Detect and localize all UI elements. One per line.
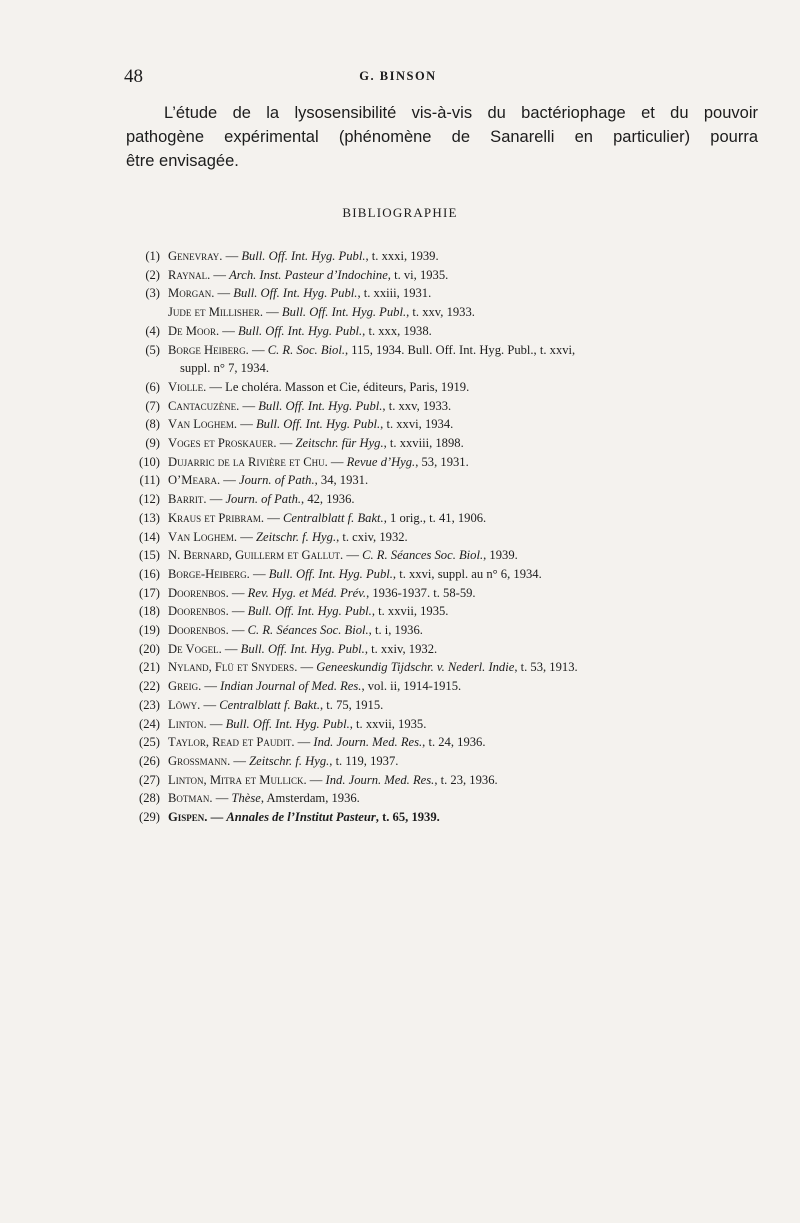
entry-details: , t. xxvii, 1935. — [349, 716, 427, 731]
entry-journal: Zeitschr. f. Hyg. — [255, 529, 337, 544]
entry-author: Löwy. — [168, 697, 201, 712]
entry-number: (16) — [139, 566, 160, 581]
intro-line: être envisagée. — [126, 152, 239, 170]
intro-paragraph — [126, 101, 758, 173]
entry-journal: Rev. Hyg. et Méd. Prév. — [247, 585, 367, 600]
entry-author: Cantacuzène. — [168, 398, 240, 413]
bibliography-entry — [130, 565, 770, 584]
bibliography-entry — [130, 509, 770, 528]
entry-author: Van Loghem. — [168, 529, 238, 544]
intro-line: L’étude de la lysosensibilité vis-à-vis du bactériophage et du pouvoir — [164, 104, 758, 122]
entry-body: Borge-Heiberg. — Bull. Off. Int. Hyg. Publ., t. xxvi, suppl. au n° 6, 1934. — [168, 566, 542, 581]
entry-author: Van Loghem. — [168, 417, 238, 432]
entry-number: (20) — [139, 641, 160, 656]
entry-number: (8) — [145, 417, 160, 432]
entry-author: De Moor. — [168, 323, 220, 338]
entry-journal: Zeitschr. f. Hyg. — [249, 753, 330, 768]
bibliography-entry — [130, 397, 770, 416]
entry-author: Genevray. — [168, 249, 223, 263]
bibliography-entry — [130, 715, 770, 734]
bibliography-entry — [130, 658, 770, 677]
entry-details: , 34, 1931. — [314, 473, 369, 488]
entry-number: (14) — [139, 529, 160, 544]
entry-author: Violle. — [168, 379, 207, 394]
entry-body: De Vogel. — Bull. Off. Int. Hyg. Publ., t. xxiv, 1932. — [168, 641, 438, 656]
entry-body: Genevray. — Bull. Off. Int. Hyg. Publ., t. xxxi, 1939. — [168, 249, 439, 263]
entry-journal: Journ. of Path. — [225, 492, 302, 507]
entry-journal: Bull. Off. Int. Hyg. Publ. — [247, 604, 372, 619]
entry-details: , t. xxiii, 1931. — [357, 286, 432, 301]
entry-body: Grossmann. — Zeitschr. f. Hyg., t. 119, 1937. — [168, 753, 399, 768]
entry-body: Botman. — Thèse, Amsterdam, 1936. — [168, 791, 360, 806]
entry-body: Violle. — Le choléra. Masson et Cie, éditeurs, Paris, 1919. — [168, 379, 470, 394]
bibliography-entry — [130, 378, 770, 397]
bibliography-entry — [130, 303, 770, 322]
entry-body: Gispen. — Annales de l’Institut Pasteur, t. 65, 1939. — [168, 810, 440, 825]
entry-number: (26) — [139, 753, 160, 768]
entry-details: , 53, 1931. — [415, 454, 469, 469]
entry-journal: C. R. Soc. Biol. — [267, 342, 345, 357]
entry-number: (5) — [145, 342, 160, 357]
entry-details: , 1 orig., t. 41, 1906. — [383, 510, 487, 525]
entry-journal: Arch. Inst. Pasteur d’Indochine — [229, 267, 388, 282]
entry-journal: Ind. Journ. Med. Res. — [325, 772, 435, 787]
entry-author: Jude et Millisher. — [168, 305, 264, 320]
entry-details: , t. xxiv, 1932. — [364, 641, 438, 656]
entry-body: Dujarric de la Rivière et Chu. — Revue d’Hyg., 53, 1931. — [168, 454, 469, 469]
entry-body: Doorenbos. — Rev. Hyg. et Méd. Prév., 1936-1937. t. 58-59. — [168, 585, 476, 600]
entry-number: (17) — [139, 585, 160, 600]
bibliography-entry — [130, 453, 770, 472]
entry-author: Barrit. — [168, 492, 207, 507]
entry-body: Doorenbos. — C. R. Séances Soc. Biol., t. i, 1936. — [168, 623, 423, 638]
entry-details: , t. 53, 1913. — [514, 660, 578, 675]
entry-author: Linton, Mitra et Mullick. — [168, 772, 307, 787]
bibliography-entry — [130, 322, 770, 341]
entry-body: Linton. — Bull. Off. Int. Hyg. Publ., t. xxvii, 1935. — [168, 716, 427, 731]
entry-details: , t. xxviii, 1898. — [383, 436, 464, 451]
entry-details: , vol. ii, 1914-1915. — [361, 679, 462, 694]
bibliography-entry — [130, 789, 770, 808]
entry-details: Le choléra. Masson et Cie, éditeurs, Paris, 1919. — [225, 379, 470, 394]
entry-journal: Ind. Journ. Med. Res. — [313, 735, 423, 750]
bibliography-heading: BIBLIOGRAPHIE — [342, 205, 458, 220]
entry-journal: Annales de l’Institut Pasteur — [226, 810, 376, 825]
bibliography-entry — [130, 602, 770, 621]
entry-body: De Moor. — Bull. Off. Int. Hyg. Publ., t. xxx, 1938. — [168, 323, 432, 338]
entry-journal: Geneeskundig Tijdschr. v. Nederl. Indie — [316, 660, 515, 675]
entry-journal: Revue d’Hyg. — [346, 454, 416, 469]
entry-body: Linton, Mitra et Mullick. — Ind. Journ. Med. Res., t. 23, 1936. — [168, 772, 498, 787]
intro-line: pathogène expérimental (phénomène de Sanarelli en particulier) pourra — [126, 128, 758, 146]
entry-number: (24) — [139, 716, 160, 731]
entry-number: (25) — [139, 735, 160, 750]
entry-author: Greig. — [168, 679, 202, 694]
entry-author: Raynal. — [168, 267, 211, 282]
entry-author: Borge Heiberg. — [168, 342, 249, 357]
entry-journal: Bull. Off. Int. Hyg. Publ. — [240, 641, 365, 656]
bibliography-list — [130, 247, 770, 827]
entry-journal: Bull. Off. Int. Hyg. Publ. — [268, 566, 393, 581]
entry-number: (3) — [145, 286, 160, 301]
entry-journal: Indian Journal of Med. Res. — [220, 679, 362, 694]
entry-body: Barrit. — Journ. of Path., 42, 1936. — [168, 492, 355, 507]
entry-body: Löwy. — Centralblatt f. Bakt., t. 75, 1915. — [168, 697, 384, 712]
entry-body: Borge Heiberg. — C. R. Soc. Biol., 115, 1934. Bull. Off. Int. Hyg. Publ., t. xxvi, suppl. n° 7, 1934. — [168, 341, 575, 378]
bibliography-entry — [130, 284, 770, 303]
entry-details: , t. 75, 1915. — [319, 697, 384, 712]
entry-details: , t. vi, 1935. — [387, 267, 449, 282]
entry-number: (13) — [139, 510, 160, 525]
entry-journal: Bull. Off. Int. Hyg. Publ. — [281, 305, 407, 320]
entry-journal: Centralblatt f. Bakt. — [282, 510, 384, 525]
entry-number: (21) — [139, 660, 160, 675]
entry-journal: Zeitschr. für Hyg. — [295, 436, 384, 451]
bibliography-entry — [130, 546, 770, 565]
entry-author: Gispen. — [168, 810, 208, 825]
running-head — [124, 66, 672, 88]
entry-author: Grossmann. — [168, 753, 231, 768]
bibliography-entry — [130, 771, 770, 790]
bibliography-entry — [130, 808, 770, 827]
entry-details: , t. xxv, 1933. — [406, 305, 475, 320]
entry-body: Kraus et Pribram. — Centralblatt f. Bakt., 1 orig., t. 41, 1906. — [168, 510, 487, 525]
bibliography-entry — [130, 733, 770, 752]
entry-details: , Amsterdam, 1936. — [260, 791, 360, 806]
entry-number: (10) — [139, 454, 160, 469]
entry-number: (4) — [145, 323, 160, 338]
bibliography-entry — [130, 471, 770, 490]
bibliography-entry — [130, 266, 770, 285]
entry-number: (9) — [145, 436, 160, 451]
entry-number: (22) — [139, 679, 160, 694]
entry-author: N. Bernard, Guillerm et Gallut. — [168, 548, 344, 563]
entry-number: (28) — [139, 791, 160, 806]
entry-body: Nyland, Flü et Snyders. — Geneeskundig Tijdschr. v. Nederl. Indie, t. 53, 1913. — [168, 660, 578, 675]
entry-details: , 1939. — [483, 548, 518, 563]
entry-journal: Bull. Off. Int. Hyg. Publ. — [233, 286, 358, 301]
entry-journal: C. R. Séances Soc. Biol. — [362, 548, 484, 563]
bibliography-entry — [130, 640, 770, 659]
entry-journal: Bull. Off. Int. Hyg. Publ. — [258, 398, 383, 413]
entry-author: Morgan. — [168, 286, 215, 301]
entry-details: , t. 65, 1939. — [375, 810, 440, 825]
entry-body: O’Meara. — Journ. of Path., 34, 1931. — [168, 473, 369, 488]
bibliography-entry — [130, 621, 770, 640]
bibliography-entry — [130, 490, 770, 509]
entry-body: Cantacuzène. — Bull. Off. Int. Hyg. Publ., t. xxv, 1933. — [168, 398, 452, 413]
bibliography-entry — [130, 677, 770, 696]
entry-details: , t. xxvi, suppl. au n° 6, 1934. — [392, 566, 542, 581]
page-number: 48 — [124, 66, 143, 87]
entry-details: , t. xxvi, 1934. — [380, 417, 454, 432]
entry-details: , 115, 1934. Bull. Off. Int. Hyg. Publ., t. xxvi, — [345, 342, 576, 357]
entry-body: Greig. — Indian Journal of Med. Res., vol. ii, 1914-1915. — [168, 679, 462, 694]
entry-journal: Bull. Off. Int. Hyg. Publ. — [255, 417, 381, 432]
entry-details: , t. cxiv, 1932. — [336, 529, 408, 544]
entry-body: Raynal. — Arch. Inst. Pasteur d’Indochine, t. vi, 1935. — [168, 267, 449, 282]
entry-number: (12) — [139, 492, 160, 507]
running-title: G. BINSON — [359, 69, 437, 83]
entry-author: Taylor, Read et Paudit. — [168, 735, 295, 750]
entry-body: N. Bernard, Guillerm et Gallut. — C. R. Séances Soc. Biol., 1939. — [168, 548, 518, 563]
entry-author: Borge-Heiberg. — [168, 566, 250, 581]
entry-journal: Bull. Off. Int. Hyg. Publ. — [225, 716, 350, 731]
entry-number: (15) — [139, 548, 160, 563]
entry-details: , t. i, 1936. — [368, 623, 423, 638]
bibliography-entry — [130, 434, 770, 453]
entry-body: Morgan. — Bull. Off. Int. Hyg. Publ., t. xxiii, 1931. — [168, 286, 432, 301]
entry-author: Kraus et Pribram. — [168, 510, 265, 525]
entry-number: (1) — [145, 249, 160, 263]
entry-author: De Vogel. — [168, 641, 222, 656]
entry-number: (6) — [145, 379, 160, 394]
entry-details: , t. 24, 1936. — [422, 735, 486, 750]
entry-number: (18) — [139, 604, 160, 619]
entry-body: Jude et Millisher. — Bull. Off. Int. Hyg. Publ., t. xxv, 1933. — [168, 305, 475, 320]
entry-body: Taylor, Read et Paudit. — Ind. Journ. Med. Res., t. 24, 1936. — [168, 735, 486, 750]
bibliography-entry — [130, 584, 770, 603]
entry-details: , t. 23, 1936. — [434, 772, 498, 787]
entry-details: , t. xxxi, 1939. — [365, 249, 439, 263]
entry-details-continued: suppl. n° 7, 1934. — [180, 361, 269, 376]
entry-body: Doorenbos. — Bull. Off. Int. Hyg. Publ., t. xxvii, 1935. — [168, 604, 449, 619]
entry-journal: Thèse — [231, 791, 261, 806]
bibliography-entry — [130, 341, 770, 378]
entry-details: , t. xxx, 1938. — [362, 323, 432, 338]
entry-author: Nyland, Flü et Snyders. — [168, 660, 298, 675]
entry-body: Van Loghem. — Zeitschr. f. Hyg., t. cxiv, 1932. — [168, 529, 408, 544]
entry-number: (27) — [139, 772, 160, 787]
entry-journal: Centralblatt f. Bakt. — [219, 697, 320, 712]
entry-body: Voges et Proskauer. — Zeitschr. für Hyg., t. xxviii, 1898. — [168, 436, 464, 451]
entry-author: Voges et Proskauer. — [168, 436, 277, 451]
entry-journal: Journ. of Path. — [239, 473, 315, 488]
entry-author: O’Meara. — [168, 473, 221, 488]
entry-number: (7) — [145, 398, 160, 413]
entry-journal: Bull. Off. Int. Hyg. Publ. — [241, 249, 366, 263]
entry-number: (2) — [145, 267, 160, 282]
entry-journal: Bull. Off. Int. Hyg. Publ. — [237, 323, 363, 338]
entry-number: (19) — [139, 623, 160, 638]
entry-journal: C. R. Séances Soc. Biol. — [247, 623, 369, 638]
entry-number: (11) — [139, 473, 160, 488]
entry-author: Doorenbos. — [168, 604, 229, 619]
entry-number: (29) — [139, 810, 160, 825]
bibliography-entry — [130, 528, 770, 547]
entry-details: , t. 119, 1937. — [329, 753, 399, 768]
entry-author: Linton. — [168, 716, 207, 731]
bibliography-entry — [130, 752, 770, 771]
entry-author: Botman. — [168, 791, 213, 806]
entry-author: Doorenbos. — [168, 623, 229, 638]
entry-author: Dujarric de la Rivière et Chu. — [168, 454, 328, 469]
entry-details: , t. xxv, 1933. — [382, 398, 452, 413]
bibliography-entry — [130, 247, 770, 266]
bibliography-entry — [130, 696, 770, 715]
entry-details: , t. xxvii, 1935. — [371, 604, 449, 619]
entry-number: (23) — [139, 697, 160, 712]
entry-details: , 1936-1937. t. 58-59. — [366, 585, 476, 600]
entry-body: Van Loghem. — Bull. Off. Int. Hyg. Publ., t. xxvi, 1934. — [168, 417, 454, 432]
entry-details: , 42, 1936. — [301, 492, 355, 507]
bibliography-entry — [130, 415, 770, 434]
entry-author: Doorenbos. — [168, 585, 229, 600]
